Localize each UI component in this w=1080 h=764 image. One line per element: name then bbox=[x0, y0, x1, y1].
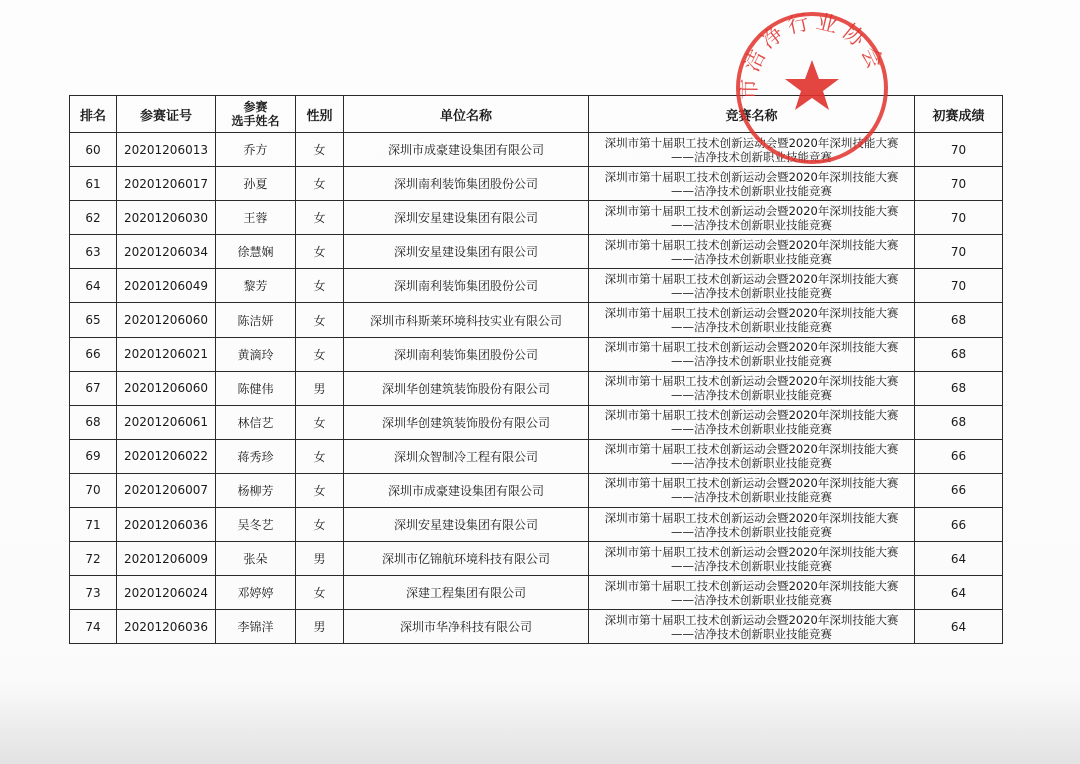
competition-line2: ——洁净技术创新职业技能竞赛 bbox=[671, 251, 832, 266]
unit-cell: 深圳市亿锦航环境科技有限公司 bbox=[344, 542, 589, 576]
competition-line1: 深圳市第十届职工技术创新运动会暨2020年深圳技能大赛 bbox=[604, 612, 899, 627]
table-row bbox=[70, 508, 1003, 542]
unit-cell: 深圳市华净科技有限公司 bbox=[344, 610, 589, 644]
table-row bbox=[70, 405, 1003, 439]
gender-cell: 女 bbox=[296, 439, 344, 473]
name-cell: 杨柳芳 bbox=[216, 473, 296, 507]
table-row bbox=[70, 303, 1003, 337]
cert-no-cell: 20201206034 bbox=[117, 235, 216, 269]
name-cell: 王蓉 bbox=[216, 201, 296, 235]
competition-line1: 深圳市第十届职工技术创新运动会暨2020年深圳技能大赛 bbox=[604, 408, 899, 423]
name-cell: 蒋秀珍 bbox=[216, 439, 296, 473]
gender-cell: 女 bbox=[296, 235, 344, 269]
rank-cell: 68 bbox=[70, 405, 117, 439]
competition-cell bbox=[589, 439, 915, 473]
table-row bbox=[70, 371, 1003, 405]
score-cell: 70 bbox=[915, 133, 1003, 167]
cert-no-cell: 20201206007 bbox=[117, 473, 216, 507]
table-row bbox=[70, 473, 1003, 507]
table-row bbox=[70, 439, 1003, 473]
competition-line2: ——洁净技术创新职业技能竞赛 bbox=[671, 149, 832, 164]
competition-line1: 深圳市第十届职工技术创新运动会暨2020年深圳技能大赛 bbox=[604, 340, 899, 355]
competition-line2: ——洁净技术创新职业技能竞赛 bbox=[671, 354, 832, 369]
competition-line2: ——洁净技术创新职业技能竞赛 bbox=[671, 558, 832, 573]
gender-cell: 女 bbox=[296, 269, 344, 303]
rank-cell: 66 bbox=[70, 337, 117, 371]
cert-no-cell: 20201206036 bbox=[117, 508, 216, 542]
cert-no-cell: 20201206021 bbox=[117, 337, 216, 371]
competition-line2: ——洁净技术创新职业技能竞赛 bbox=[671, 626, 832, 641]
competition-line2: ——洁净技术创新职业技能竞赛 bbox=[671, 217, 832, 232]
gender-cell: 女 bbox=[296, 133, 344, 167]
competition-cell bbox=[589, 576, 915, 610]
header-rank: 排名 bbox=[70, 96, 117, 133]
gender-cell: 女 bbox=[296, 508, 344, 542]
competition-line2: ——洁净技术创新职业技能竞赛 bbox=[671, 456, 832, 471]
name-cell: 黎芳 bbox=[216, 269, 296, 303]
score-cell: 70 bbox=[915, 201, 1003, 235]
header-cert-no: 参赛证号 bbox=[117, 96, 216, 133]
table-row bbox=[70, 542, 1003, 576]
competition-line2: ——洁净技术创新职业技能竞赛 bbox=[671, 490, 832, 505]
score-cell: 68 bbox=[915, 405, 1003, 439]
gender-cell: 男 bbox=[296, 542, 344, 576]
cert-no-cell: 20201206030 bbox=[117, 201, 216, 235]
rank-cell: 65 bbox=[70, 303, 117, 337]
unit-cell: 深圳安星建设集团有限公司 bbox=[344, 235, 589, 269]
competition-cell bbox=[589, 542, 915, 576]
name-cell: 林信艺 bbox=[216, 405, 296, 439]
unit-cell: 深圳华创建筑装饰股份有限公司 bbox=[344, 405, 589, 439]
competition-line2: ——洁净技术创新职业技能竞赛 bbox=[671, 524, 832, 539]
competition-line1: 深圳市第十届职工技术创新运动会暨2020年深圳技能大赛 bbox=[604, 578, 899, 593]
cert-no-cell: 20201206022 bbox=[117, 439, 216, 473]
competition-cell bbox=[589, 201, 915, 235]
table-row bbox=[70, 269, 1003, 303]
cert-no-cell: 20201206017 bbox=[117, 167, 216, 201]
gender-cell: 女 bbox=[296, 303, 344, 337]
competition-cell bbox=[589, 473, 915, 507]
unit-cell: 深圳市成豪建设集团有限公司 bbox=[344, 133, 589, 167]
table-row bbox=[70, 167, 1003, 201]
rank-cell: 74 bbox=[70, 610, 117, 644]
score-cell: 68 bbox=[915, 303, 1003, 337]
header-gender: 性别 bbox=[296, 96, 344, 133]
cert-no-cell: 20201206061 bbox=[117, 405, 216, 439]
unit-cell: 深圳南利装饰集团股份公司 bbox=[344, 269, 589, 303]
table-body bbox=[70, 133, 1003, 644]
rank-cell: 67 bbox=[70, 371, 117, 405]
rank-cell: 69 bbox=[70, 439, 117, 473]
competition-line1: 深圳市第十届职工技术创新运动会暨2020年深圳技能大赛 bbox=[604, 510, 899, 525]
rank-cell: 60 bbox=[70, 133, 117, 167]
table-row bbox=[70, 576, 1003, 610]
gender-cell: 女 bbox=[296, 167, 344, 201]
rank-cell: 71 bbox=[70, 508, 117, 542]
gender-cell: 女 bbox=[296, 201, 344, 235]
name-cell: 乔方 bbox=[216, 133, 296, 167]
header-competition: 竞赛名称 bbox=[589, 96, 915, 133]
competition-cell bbox=[589, 269, 915, 303]
name-cell: 邓婷婷 bbox=[216, 576, 296, 610]
competition-line1: 深圳市第十届职工技术创新运动会暨2020年深圳技能大赛 bbox=[604, 135, 899, 150]
official-seal bbox=[732, 8, 892, 168]
name-cell: 陈洁妍 bbox=[216, 303, 296, 337]
unit-cell: 深圳华创建筑装饰股份有限公司 bbox=[344, 371, 589, 405]
unit-cell: 深圳市成豪建设集团有限公司 bbox=[344, 473, 589, 507]
score-cell: 66 bbox=[915, 473, 1003, 507]
name-cell: 张朵 bbox=[216, 542, 296, 576]
competition-cell bbox=[589, 303, 915, 337]
name-cell: 李锦洋 bbox=[216, 610, 296, 644]
seal-text: 市洁净行业协会 bbox=[737, 9, 890, 100]
score-cell: 68 bbox=[915, 371, 1003, 405]
page-shadow bbox=[0, 690, 1080, 764]
header-unit: 单位名称 bbox=[344, 96, 589, 133]
rank-cell: 61 bbox=[70, 167, 117, 201]
star-icon bbox=[785, 60, 839, 110]
score-cell: 66 bbox=[915, 439, 1003, 473]
name-cell: 徐慧娴 bbox=[216, 235, 296, 269]
results-table bbox=[69, 95, 1003, 644]
competition-cell bbox=[589, 337, 915, 371]
competition-line1: 深圳市第十届职工技术创新运动会暨2020年深圳技能大赛 bbox=[604, 203, 899, 218]
score-cell: 64 bbox=[915, 542, 1003, 576]
cert-no-cell: 20201206013 bbox=[117, 133, 216, 167]
gender-cell: 男 bbox=[296, 610, 344, 644]
table-row bbox=[70, 610, 1003, 644]
unit-cell: 深圳南利装饰集团股份公司 bbox=[344, 337, 589, 371]
rank-cell: 64 bbox=[70, 269, 117, 303]
header-contestant-name bbox=[216, 96, 296, 133]
name-cell: 陈健伟 bbox=[216, 371, 296, 405]
competition-cell bbox=[589, 610, 915, 644]
score-cell: 66 bbox=[915, 508, 1003, 542]
score-cell: 64 bbox=[915, 576, 1003, 610]
cert-no-cell: 20201206036 bbox=[117, 610, 216, 644]
competition-line2: ——洁净技术创新职业技能竞赛 bbox=[671, 592, 832, 607]
rank-cell: 62 bbox=[70, 201, 117, 235]
competition-line2: ——洁净技术创新职业技能竞赛 bbox=[671, 388, 832, 403]
competition-line2: ——洁净技术创新职业技能竞赛 bbox=[671, 320, 832, 335]
unit-cell: 深圳安星建设集团有限公司 bbox=[344, 201, 589, 235]
competition-line1: 深圳市第十届职工技术创新运动会暨2020年深圳技能大赛 bbox=[604, 237, 899, 252]
competition-line1: 深圳市第十届职工技术创新运动会暨2020年深圳技能大赛 bbox=[604, 544, 899, 559]
header-score: 初赛成绩 bbox=[915, 96, 1003, 133]
competition-cell bbox=[589, 508, 915, 542]
name-cell: 孙夏 bbox=[216, 167, 296, 201]
competition-cell bbox=[589, 167, 915, 201]
competition-line2: ——洁净技术创新职业技能竞赛 bbox=[671, 183, 832, 198]
rank-cell: 63 bbox=[70, 235, 117, 269]
table-row bbox=[70, 201, 1003, 235]
unit-cell: 深圳安星建设集团有限公司 bbox=[344, 508, 589, 542]
unit-cell: 深圳众智制冷工程有限公司 bbox=[344, 439, 589, 473]
gender-cell: 女 bbox=[296, 337, 344, 371]
competition-cell bbox=[589, 405, 915, 439]
score-cell: 64 bbox=[915, 610, 1003, 644]
rank-cell: 73 bbox=[70, 576, 117, 610]
gender-cell: 男 bbox=[296, 371, 344, 405]
score-cell: 70 bbox=[915, 235, 1003, 269]
header-name-line1: 参赛 bbox=[243, 100, 268, 114]
competition-line1: 深圳市第十届职工技术创新运动会暨2020年深圳技能大赛 bbox=[604, 169, 899, 184]
score-cell: 68 bbox=[915, 337, 1003, 371]
cert-no-cell: 20201206060 bbox=[117, 303, 216, 337]
competition-line2: ——洁净技术创新职业技能竞赛 bbox=[671, 422, 832, 437]
rank-cell: 72 bbox=[70, 542, 117, 576]
name-cell: 黄滴玲 bbox=[216, 337, 296, 371]
gender-cell: 女 bbox=[296, 576, 344, 610]
rank-cell: 70 bbox=[70, 473, 117, 507]
gender-cell: 女 bbox=[296, 473, 344, 507]
table-row bbox=[70, 337, 1003, 371]
competition-cell bbox=[589, 371, 915, 405]
gender-cell: 女 bbox=[296, 405, 344, 439]
table-row bbox=[70, 235, 1003, 269]
unit-cell: 深圳市科斯莱环境科技实业有限公司 bbox=[344, 303, 589, 337]
score-cell: 70 bbox=[915, 167, 1003, 201]
cert-no-cell: 20201206009 bbox=[117, 542, 216, 576]
competition-line1: 深圳市第十届职工技术创新运动会暨2020年深圳技能大赛 bbox=[604, 476, 899, 491]
competition-line1: 深圳市第十届职工技术创新运动会暨2020年深圳技能大赛 bbox=[604, 306, 899, 321]
unit-cell: 深建工程集团有限公司 bbox=[344, 576, 589, 610]
competition-line1: 深圳市第十届职工技术创新运动会暨2020年深圳技能大赛 bbox=[604, 271, 899, 286]
competition-cell bbox=[589, 235, 915, 269]
cert-no-cell: 20201206049 bbox=[117, 269, 216, 303]
score-cell: 70 bbox=[915, 269, 1003, 303]
header-name-line2: 选手姓名 bbox=[231, 114, 280, 128]
name-cell: 吴冬艺 bbox=[216, 508, 296, 542]
competition-line1: 深圳市第十届职工技术创新运动会暨2020年深圳技能大赛 bbox=[604, 374, 899, 389]
unit-cell: 深圳南利装饰集团股份公司 bbox=[344, 167, 589, 201]
cert-no-cell: 20201206060 bbox=[117, 371, 216, 405]
competition-line2: ——洁净技术创新职业技能竞赛 bbox=[671, 285, 832, 300]
cert-no-cell: 20201206024 bbox=[117, 576, 216, 610]
competition-line1: 深圳市第十届职工技术创新运动会暨2020年深圳技能大赛 bbox=[604, 442, 899, 457]
